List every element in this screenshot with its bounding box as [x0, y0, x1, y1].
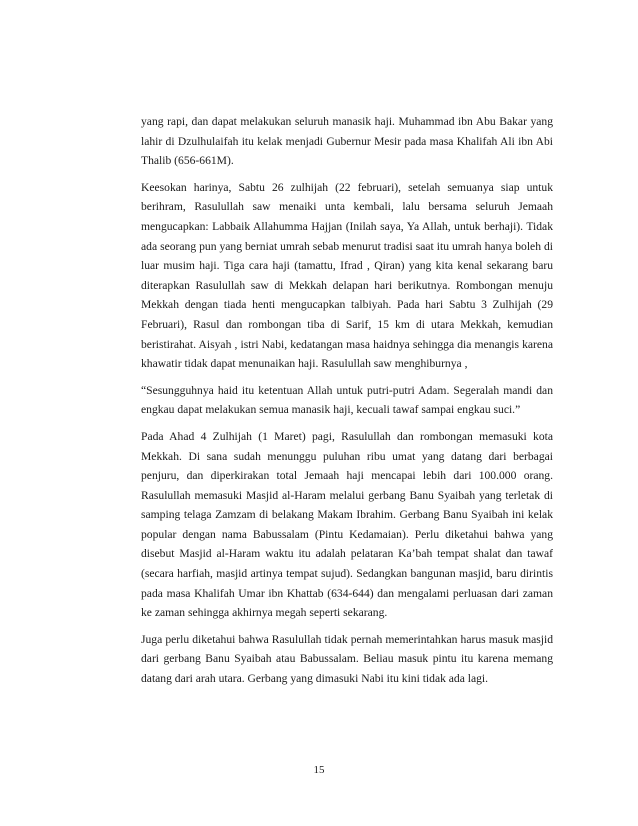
paragraph-1: yang rapi, dan dapat melakukan seluruh manasik haji. Muhammad ibn Abu Bakar yang lahir di Dzulhulaifah itu kelak menjadi Gubernur Mesir pada masa Khalifah Ali ibn Abi Thalib (656-661M).: [141, 115, 553, 168]
paragraph-2: Keesokan harinya, Sabtu 26 zulhijah (22 februari), setelah semuanya siap untuk berihram, Rasulullah saw menaiki unta kembali, lalu bersama seluruh Jemaah mengucapkan: Labbaik Allahumma Hajjan (Inilah saya, Ya Allah, untuk berhaji). Tidak ada seorang pun yang berniat umrah sebab menurut tradisi saat itu umrah hanya boleh di luar musim haji. Tiga cara haji (tamattu, Ifrad , Qiran) yang kita kenal sekarang baru diterapkan Rasulullah saw di Mekkah delapan hari berikutnya. Rombongan menuju Mekkah dengan tiada henti mengucapkan talbiyah. Pada hari Sabtu 3 Zulhijah (29 Februari), Rasul dan rombongan tiba di Sarif, 15 km di utara Mekkah, kemudian beristirahat. Aisyah , istri Nabi, kedatangan masa haidnya sehingga dia menangis karena khawatir tidak dapat menunaikan haji. Rasulullah saw menghiburnya ,: [141, 180, 553, 371]
paragraph-4: Pada Ahad 4 Zulhijah (1 Maret) pagi, Rasulullah dan rombongan memasuki kota Mekkah. Di sana sudah menunggu puluhan ribu umat yang datang dari berbagai penjuru, dan diperkirakan total Jemaah haji mencapai lebih dari 100.000 orang. Rasulullah memasuki Masjid al-Haram melalui gerbang Banu Syaibah yang terletak di samping telaga Zamzam di belakang Makam Ibrahim. Gerbang Banu Syaibah ini kelak popular dengan nama Babussalam (Pintu Kedamaian). Perlu diketahui bahwa yang disebut Masjid al-Haram waktu itu adalah pelataran Ka’bah tempat shalat dan tawaf (secara harfiah, masjid artinya tempat sujud). Sedangkan bangunan masjid, baru dirintis pada masa Khalifah Umar ibn Khattab (634-644) dan mengalami perluasan dari zaman ke zaman sehingga akhirnya megah seperti sekarang.: [141, 429, 553, 620]
paragraph-5: Juga perlu diketahui bahwa Rasulullah tidak pernah memerintahkan harus masuk masjid dari gerbang Banu Syaibah atau Babussalam. Beliau masuk pintu itu karena memang datang dari arah utara. Gerbang yang dimasuki Nabi itu kini tidak ada lagi.: [141, 632, 553, 686]
page-body: [141, 112, 553, 696]
paragraph-3-quote: “Sesungguhnya haid itu ketentuan Allah untuk putri-putri Adam. Segeralah mandi dan engkau dapat melakukan semua manasik haji, kecuali tawaf sampai engkau suci.”: [141, 383, 553, 417]
page-number: 15: [313, 764, 325, 776]
